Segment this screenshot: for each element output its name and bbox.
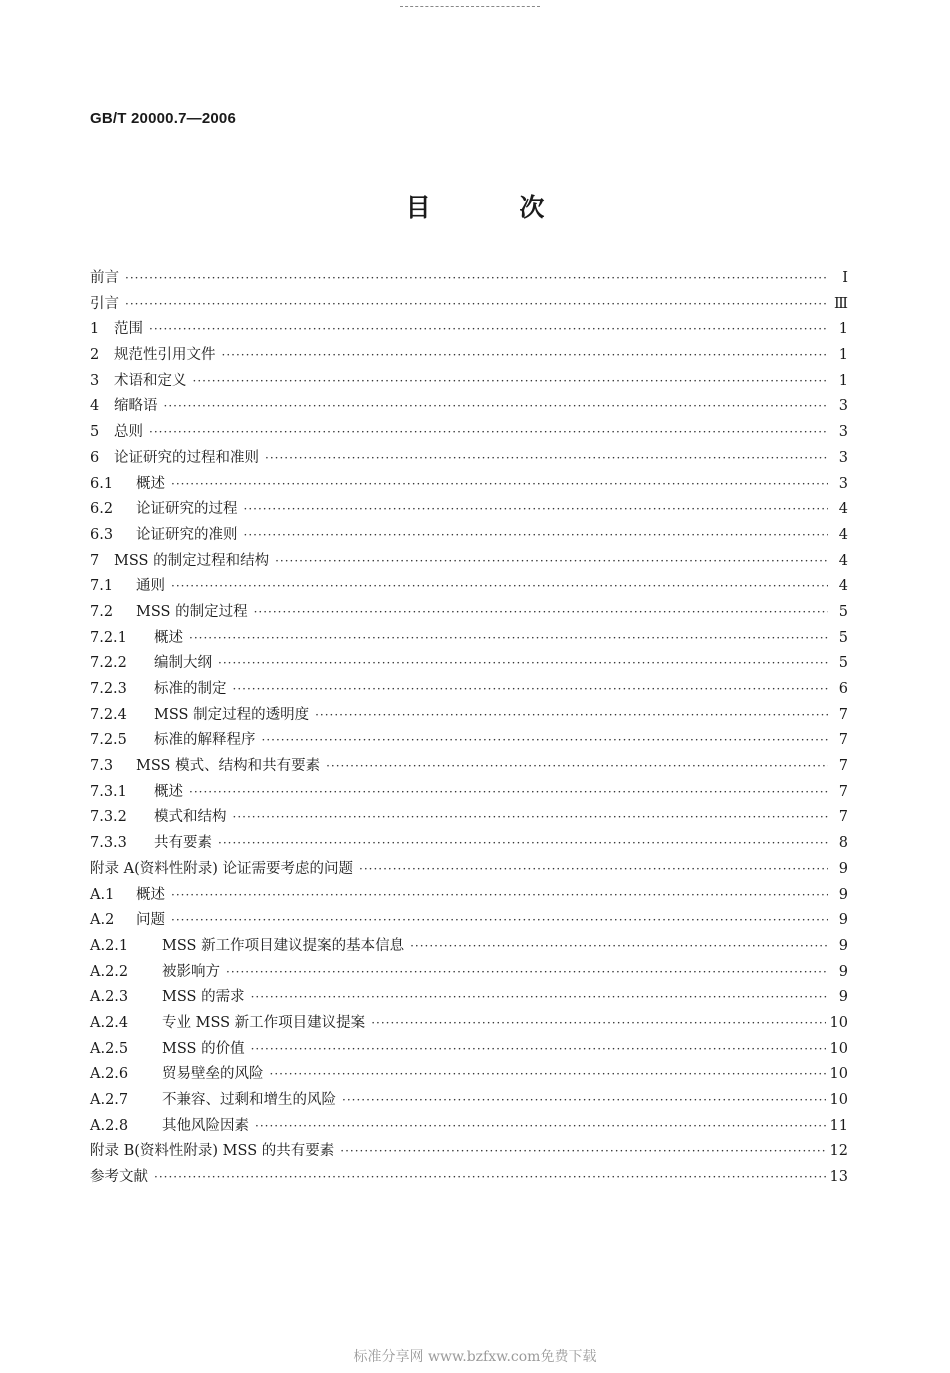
toc-entry-page: 1 bbox=[838, 347, 848, 364]
toc-entry-page: 9 bbox=[838, 860, 848, 877]
footer-watermark: 标准分享网 www.bzfxw.com免费下载 bbox=[353, 1349, 597, 1365]
toc-entry[interactable] bbox=[90, 985, 848, 1011]
toc-entry-page: 1 bbox=[838, 321, 848, 338]
toc-entry-title: 论证研究的过程和准则 bbox=[114, 449, 259, 466]
toc-entry-page: 9 bbox=[838, 989, 848, 1006]
toc-entry[interactable] bbox=[90, 394, 848, 420]
toc-entry[interactable] bbox=[90, 728, 848, 754]
toc-entry-page: 7 bbox=[838, 783, 848, 800]
toc-entry-page: 5 bbox=[838, 603, 848, 620]
toc-entry-page: 3 bbox=[838, 424, 848, 441]
toc-entry-page: 12 bbox=[829, 1143, 848, 1160]
toc-entry-number: 6 bbox=[90, 449, 100, 466]
toc-leader-dots bbox=[265, 446, 828, 472]
toc-entry-page: 4 bbox=[838, 578, 848, 595]
toc-entry-title: MSS 制定过程的透明度 bbox=[154, 706, 310, 723]
toc-entry[interactable] bbox=[90, 754, 848, 780]
toc-entry[interactable] bbox=[90, 574, 848, 600]
toc-entry-page: Ⅲ bbox=[834, 295, 848, 312]
toc-entry-page: 9 bbox=[838, 937, 848, 954]
toc-entry-title: 贸易壁垒的风险 bbox=[162, 1066, 264, 1083]
toc-leader-dots bbox=[251, 1037, 826, 1063]
toc-entry-number: A.2.8 bbox=[90, 1117, 129, 1134]
toc-entry-title: 引言 bbox=[90, 295, 119, 312]
toc-entry-number: 7.2.5 bbox=[90, 732, 127, 749]
toc-leader-dots bbox=[359, 857, 828, 883]
toc-entry-title: MSS 的制定过程 bbox=[136, 603, 248, 620]
toc-entry-title: 其他风险因素 bbox=[162, 1117, 249, 1134]
toc-entry-number: A.2.6 bbox=[90, 1066, 129, 1083]
toc-entry[interactable] bbox=[90, 908, 848, 934]
toc-leader-dots bbox=[255, 1114, 826, 1140]
toc-entry-page: 3 bbox=[838, 475, 848, 492]
toc-entry-title: 论证研究的过程 bbox=[136, 501, 238, 518]
toc-leader-dots bbox=[262, 728, 829, 754]
toc-leader-dots bbox=[154, 1165, 826, 1191]
toc-entry-number: 7.2 bbox=[90, 603, 114, 620]
toc-entry-title: 范围 bbox=[114, 321, 143, 338]
toc-entry[interactable] bbox=[90, 703, 848, 729]
toc-entry-number: 7.3.1 bbox=[90, 783, 127, 800]
page-title: 目 次 bbox=[405, 193, 585, 222]
toc-leader-dots bbox=[244, 497, 829, 523]
toc-entry-number: 7.2.3 bbox=[90, 681, 127, 697]
toc-entry-number: A.2.4 bbox=[90, 1014, 129, 1031]
toc-entry-page: 1 bbox=[838, 372, 848, 389]
toc-leader-dots bbox=[340, 1139, 825, 1165]
toc-entry-title: 总则 bbox=[114, 424, 143, 441]
toc-leader-dots bbox=[226, 960, 828, 986]
toc-entry-title: MSS 的制定过程和结构 bbox=[114, 552, 270, 569]
toc-entry-number: A.2.3 bbox=[90, 989, 129, 1006]
toc-leader-dots bbox=[254, 600, 828, 626]
toc-entry-page: 6 bbox=[838, 681, 848, 697]
toc-entry[interactable] bbox=[90, 651, 848, 677]
toc-entry[interactable] bbox=[90, 831, 848, 857]
toc-entry[interactable] bbox=[90, 420, 848, 446]
toc-entry-page: 5 bbox=[838, 655, 848, 672]
toc-leader-dots bbox=[275, 549, 828, 575]
toc-leader-dots bbox=[164, 394, 829, 420]
toc-entry-page: 10 bbox=[829, 1092, 848, 1108]
toc-entry-title: 规范性引用文件 bbox=[114, 347, 216, 364]
toc-leader-dots bbox=[233, 805, 829, 831]
toc-leader-dots bbox=[270, 1062, 826, 1088]
toc-entry-number: 7.3.2 bbox=[90, 809, 127, 826]
toc-entry-title: 术语和定义 bbox=[114, 372, 187, 389]
toc-entry-number: 6.2 bbox=[90, 501, 114, 518]
toc-leader-dots bbox=[171, 883, 828, 909]
toc-leader-dots bbox=[222, 343, 829, 369]
toc-entry-title: 参考文献 bbox=[90, 1169, 148, 1186]
toc-entry-number: 6.1 bbox=[90, 475, 114, 492]
toc-entry[interactable] bbox=[90, 472, 848, 498]
toc-leader-dots bbox=[189, 626, 828, 652]
toc-entry-page: 11 bbox=[829, 1117, 848, 1134]
toc-entry-number: 7.2.4 bbox=[90, 706, 127, 723]
toc-entry-title: 不兼容、过剩和增生的风险 bbox=[162, 1092, 336, 1108]
toc-entry-number: 3 bbox=[90, 372, 100, 389]
toc-entry[interactable] bbox=[90, 1011, 848, 1037]
toc-entry-page: 10 bbox=[829, 1066, 848, 1083]
toc-leader-dots bbox=[251, 985, 828, 1011]
toc-entry-number: 7.2.2 bbox=[90, 655, 127, 672]
toc-entry-title: 专业 MSS 新工作项目建议提案 bbox=[162, 1014, 366, 1031]
toc-entry[interactable] bbox=[90, 369, 848, 395]
toc-entry[interactable] bbox=[90, 292, 848, 318]
toc-entry-title: 标准的解释程序 bbox=[154, 732, 256, 749]
toc-entry-title: 概述 bbox=[154, 629, 183, 646]
toc-entry-page: 4 bbox=[838, 552, 848, 569]
toc-leader-dots bbox=[171, 574, 828, 600]
toc-entry[interactable] bbox=[90, 497, 848, 523]
toc-entry-title: 论证研究的准则 bbox=[136, 526, 238, 543]
toc-entry[interactable] bbox=[90, 523, 848, 549]
toc-entry-number: 1 bbox=[90, 321, 100, 338]
toc-entry[interactable] bbox=[90, 780, 848, 806]
toc-leader-dots bbox=[342, 1088, 826, 1114]
toc-entry-title: 模式和结构 bbox=[154, 809, 227, 826]
toc-entry-page: 7 bbox=[838, 706, 848, 723]
toc-leader-dots bbox=[149, 317, 828, 343]
toc-entry[interactable] bbox=[90, 549, 848, 575]
toc-leader-dots bbox=[371, 1011, 825, 1037]
toc-entry-number: A.2.5 bbox=[90, 1040, 129, 1057]
toc-entry-title: 通则 bbox=[136, 578, 165, 595]
toc-entry[interactable] bbox=[90, 1165, 848, 1191]
toc-leader-dots bbox=[125, 266, 828, 292]
toc-entry[interactable] bbox=[90, 1088, 848, 1114]
toc-entry-title: 被影响方 bbox=[162, 963, 220, 980]
toc-entry-number: 7.1 bbox=[90, 578, 114, 595]
toc-entry[interactable] bbox=[90, 1062, 848, 1088]
toc-entry-title: 共有要素 bbox=[154, 835, 212, 852]
toc-entry-title: MSS 的需求 bbox=[162, 989, 245, 1006]
toc-entry-title: 标准的制定 bbox=[154, 681, 227, 697]
toc-entry-title: 附录 B(资料性附录) MSS 的共有要素 bbox=[90, 1143, 335, 1160]
toc-entry-page: 3 bbox=[838, 449, 848, 466]
toc-entry-page: 7 bbox=[838, 809, 848, 826]
toc-entry[interactable] bbox=[90, 266, 848, 292]
toc-entry-number: A.2 bbox=[90, 912, 115, 929]
toc-leader-dots bbox=[410, 934, 828, 960]
toc-entry-number: 7.3.3 bbox=[90, 835, 127, 852]
toc-entry[interactable] bbox=[90, 343, 848, 369]
toc-leader-dots bbox=[326, 754, 828, 780]
toc-leader-dots bbox=[315, 703, 828, 729]
table-of-contents bbox=[90, 266, 848, 1191]
toc-entry-title: 附录 A(资料性附录) 论证需要考虑的问题 bbox=[90, 860, 354, 877]
toc-entry-title: MSS 新工作项目建议提案的基本信息 bbox=[162, 937, 405, 954]
toc-entry-title: 前言 bbox=[90, 270, 119, 286]
toc-leader-dots bbox=[218, 831, 828, 857]
toc-entry-page: 9 bbox=[838, 912, 848, 929]
toc-entry[interactable] bbox=[90, 857, 848, 883]
toc-entry-page: 9 bbox=[838, 963, 848, 980]
standard-code: GB/T 20000.7—2006 bbox=[90, 110, 236, 127]
toc-entry-number: A.2.1 bbox=[90, 937, 129, 954]
toc-entry-page: 10 bbox=[829, 1014, 848, 1031]
scan-artifact bbox=[400, 6, 540, 9]
toc-leader-dots bbox=[171, 908, 828, 934]
toc-entry-title: 编制大纲 bbox=[154, 655, 212, 672]
toc-leader-dots bbox=[218, 651, 828, 677]
toc-entry-number: 7.2.1 bbox=[90, 629, 127, 646]
toc-entry-page: I bbox=[842, 270, 848, 286]
toc-entry-page: 9 bbox=[838, 886, 848, 903]
toc-entry-number: A.2.2 bbox=[90, 963, 129, 980]
toc-entry-page: 10 bbox=[829, 1040, 848, 1057]
toc-entry-page: 13 bbox=[829, 1169, 848, 1186]
toc-entry-number: 7 bbox=[90, 552, 100, 569]
toc-entry-page: 4 bbox=[838, 526, 848, 543]
toc-leader-dots bbox=[244, 523, 829, 549]
toc-entry[interactable] bbox=[90, 446, 848, 472]
toc-entry-page: 3 bbox=[838, 398, 848, 415]
toc-entry-title: MSS 的价值 bbox=[162, 1040, 245, 1057]
toc-leader-dots bbox=[193, 369, 829, 395]
toc-entry-number: 4 bbox=[90, 398, 100, 415]
toc-entry-title: 问题 bbox=[136, 912, 165, 929]
toc-entry-page: 7 bbox=[838, 732, 848, 749]
toc-entry-title: 概述 bbox=[154, 783, 183, 800]
toc-leader-dots bbox=[125, 292, 828, 318]
toc-entry-title: 缩略语 bbox=[114, 398, 158, 415]
toc-entry-page: 8 bbox=[838, 835, 848, 852]
toc-entry-number: 7.3 bbox=[90, 758, 114, 775]
toc-entry-title: 概述 bbox=[136, 475, 165, 492]
toc-entry-number: A.2.7 bbox=[90, 1092, 129, 1108]
toc-entry-title: 概述 bbox=[136, 886, 165, 903]
toc-leader-dots bbox=[149, 420, 828, 446]
toc-entry[interactable] bbox=[90, 677, 848, 703]
toc-entry[interactable] bbox=[90, 600, 848, 626]
toc-entry-title: MSS 模式、结构和共有要素 bbox=[136, 758, 321, 775]
toc-entry-number: 5 bbox=[90, 424, 100, 441]
toc-entry[interactable] bbox=[90, 934, 848, 960]
toc-leader-dots bbox=[233, 677, 829, 703]
toc-entry-page: 5 bbox=[838, 629, 848, 646]
toc-entry-number: A.1 bbox=[90, 886, 115, 903]
toc-leader-dots bbox=[189, 780, 828, 806]
toc-entry[interactable] bbox=[90, 1139, 848, 1165]
toc-entry[interactable] bbox=[90, 883, 848, 909]
toc-entry-number: 6.3 bbox=[90, 526, 114, 543]
toc-entry[interactable] bbox=[90, 805, 848, 831]
toc-entry-page: 7 bbox=[838, 758, 848, 775]
toc-leader-dots bbox=[171, 472, 828, 498]
toc-entry[interactable] bbox=[90, 1037, 848, 1063]
toc-entry-page: 4 bbox=[838, 501, 848, 518]
toc-entry[interactable] bbox=[90, 317, 848, 343]
toc-entry[interactable] bbox=[90, 1114, 848, 1140]
toc-entry-number: 2 bbox=[90, 347, 100, 364]
toc-entry[interactable] bbox=[90, 626, 848, 652]
toc-entry[interactable] bbox=[90, 960, 848, 986]
